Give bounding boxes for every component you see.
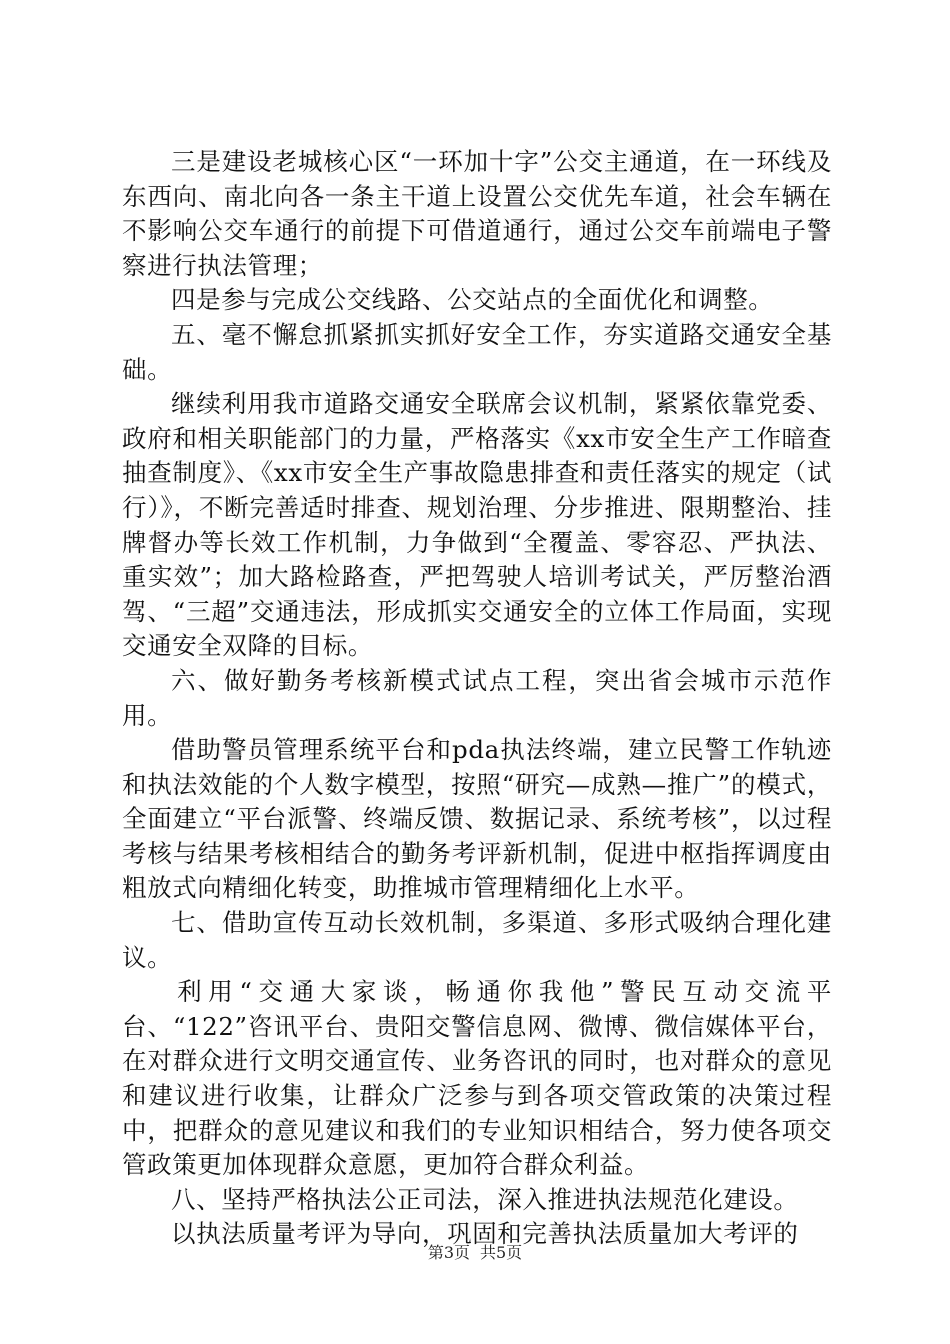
page-footer xyxy=(0,1242,950,1264)
section-heading: 五、毫不懈怠抓紧抓实抓好安全工作，夯实道路交通安全基础。 xyxy=(122,319,832,384)
paragraph: 三是建设老城核心区“一环加十字”公交主通道，在一环线及东西向、南北向各一条主干道上设置公交优先车道，社会车辆在不影响公交车通行的前提下可借道通行，通过公交车前端电子警察进行执法管理； xyxy=(122,147,832,280)
paragraph: 继续利用我市道路交通安全联席会议机制，紧紧依靠党委、政府和相关职能部门的力量，严格落实《xx市安全生产工作暗查抽查制度》、《xx市安全生产事故隐患排查和责任落实的规定（试行）》，不断完善适时排查、规划治理、分步推进、限期整治、挂牌督办等长效工作机制，力争做到“全覆盖、零容忍、严执法、重实效”；加大路检路查，严把驾驶人培训考试关，严厉整治酒驾、“三超”交通违法，形成抓实交通安全的立体工作局面，实现交通安全双降的目标。 xyxy=(122,389,832,661)
page-number: 第3页 xyxy=(427,1243,470,1262)
paragraph: 以执法质量考评为导向，巩固和完善执法质量加大考评的 xyxy=(171,1219,799,1249)
document-body xyxy=(122,145,832,1252)
section-heading: 七、借助宣传互动长效机制，多渠道、多形式吸纳合理化建议。 xyxy=(122,908,832,972)
paragraph: 利用“交通大家谈，畅通你我他”警民互动交流平台、“122”咨讯平台、贵阳交警信息网、微博、微信媒体平台，在对群众进行文明交通宣传、业务咨讯的同时，也对群众的意见和建议进行收集，让群众广泛参与到各项交管政策的决策过程中，把群众的意见建议和我们的专业知识相结合，努力使各项交管政策更加体现群众意愿，更加符合群众利益。 xyxy=(122,977,832,1180)
page-total: 共5页 xyxy=(480,1243,523,1262)
section-heading: 八、坚持严格执法公正司法，深入推进执法规范化建设。 xyxy=(171,1184,799,1214)
paragraph: 四是参与完成公交线路、公交站点的全面优化和调整。 xyxy=(171,285,774,315)
section-heading: 六、做好勤务考核新模式试点工程，突出省会城市示范作用。 xyxy=(122,665,832,730)
paragraph: 借助警员管理系统平台和pda执法终端，建立民警工作轨迹和执法效能的个人数字模型，按照“研究—成熟—推广”的模式，全面建立“平台派警、终端反馈、数据记录、系统考核”，以过程考核与结果考核相结合的勤务考评新机制，促进中枢指挥调度由粗放式向精细化转变，助推城市管理精细化上水平。 xyxy=(122,735,832,903)
